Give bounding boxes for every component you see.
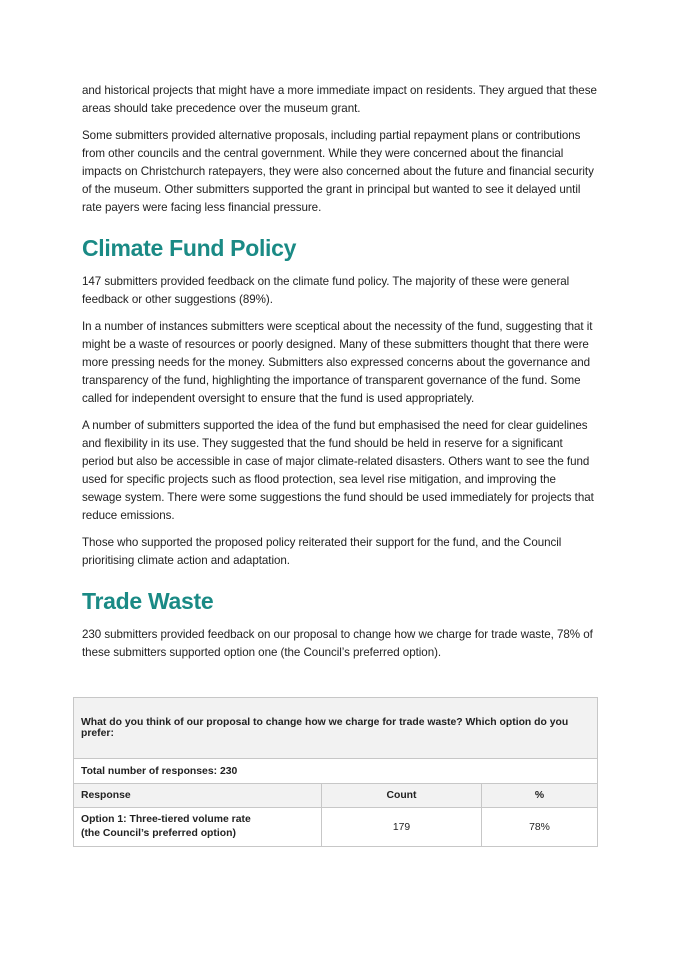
response-cell [74, 808, 322, 847]
trade-waste-table [73, 697, 598, 847]
page-content [82, 82, 597, 671]
climate-paragraph-2: In a number of instances submitters were sceptical about the necessity of the fund, suggesting that it might be a waste of resources or poorly designed. Many of these submitters thought that there were more pressing needs for the money. Submitters also expressed concerns about the governance and transparency of the fund, highlighting the importance of transparent governance of the fund. Some called for independent oversight to ensure that the fund is used appropriately. [82, 320, 593, 405]
percent-cell: 78% [482, 808, 598, 847]
table-row [74, 808, 598, 847]
climate-fund-heading: Climate Fund Policy [82, 235, 297, 261]
column-header-response: Response [74, 784, 322, 808]
response-label-line-1: Option 1: Three-tiered volume rate [81, 814, 251, 825]
table-question: What do you think of our proposal to change how we charge for trade waste? Which option do you prefer: [74, 698, 598, 759]
trade-waste-heading: Trade Waste [82, 588, 214, 614]
climate-paragraph-4: Those who supported the proposed policy reiterated their support for the fund, and the Council prioritising climate action and adaptation. [82, 536, 562, 567]
trade-paragraph-1: 230 submitters provided feedback on our proposal to change how we charge for trade waste, 78% of these submitters supported option one (the Council’s preferred option). [82, 628, 593, 659]
climate-paragraph-3: A number of submitters supported the idea of the fund but emphasised the need for clear guidelines and flexibility in its use. They suggested that the fund should be held in reserve for a significant period but also be accessible in case of major climate-related disasters. Others want to see the fund used for specific projects such as flood protection, sea level rise mitigation, and improving the sewage system. There were some suggestions the fund should be used immediately for projects that reduce emissions. [82, 419, 594, 522]
table-total: Total number of responses: 230 [74, 759, 598, 784]
intro-paragraph-1: and historical projects that might have a more immediate impact on residents. They argued that these areas should take precedence over the museum grant. [82, 84, 597, 115]
trade-waste-table-container [73, 697, 598, 847]
table-question-row [74, 698, 598, 759]
table-header-row [74, 784, 598, 808]
response-label-line-2: (the Council’s preferred option) [81, 828, 236, 839]
intro-paragraph-2: Some submitters provided alternative proposals, including partial repayment plans or contributions from other councils and the central government. While they were concerned about the financial impacts on Christchurch ratepayers, they were also concerned about the future and financial security of the museum. Other submitters supported the grant in principal but wanted to see it delayed until rate payers were facing less financial pressure. [82, 129, 594, 214]
table-total-row [74, 759, 598, 784]
count-cell: 179 [322, 808, 482, 847]
climate-paragraph-1: 147 submitters provided feedback on the climate fund policy. The majority of these were general feedback or other suggestions (89%). [82, 275, 570, 306]
column-header-count: Count [322, 784, 482, 808]
column-header-percent: % [482, 784, 598, 808]
